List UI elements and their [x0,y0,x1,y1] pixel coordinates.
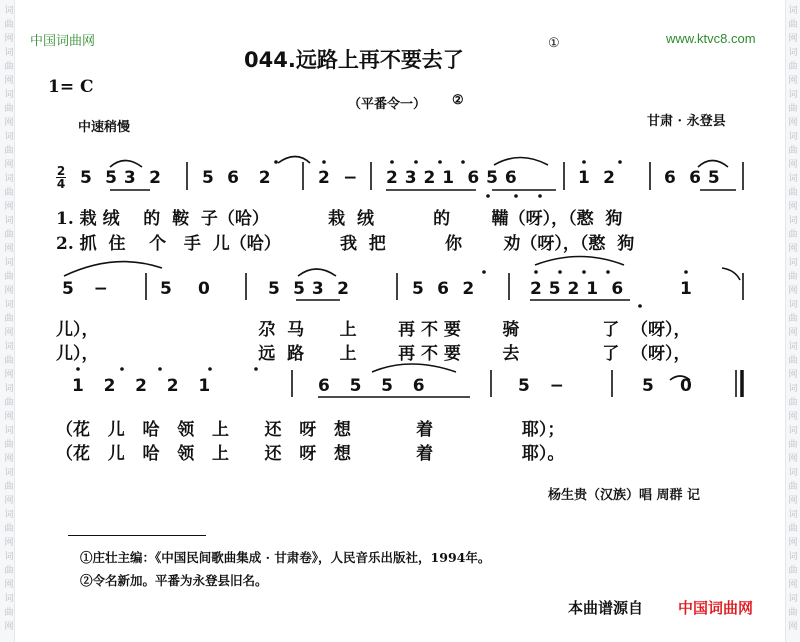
watermark-char: 曲 [788,482,798,492]
octave-dot [158,367,162,371]
watermark-char: 网 [788,118,798,128]
watermark-char: 曲 [4,566,14,576]
watermark-char: 曲 [788,566,798,576]
watermark-char: 曲 [788,146,798,156]
watermark-char: 网 [788,412,798,422]
row3-lyrics-verse1: （花 儿 哈 领 上 还 呀 想 着 耶）； [56,420,565,440]
watermark-char: 网 [4,328,14,338]
time-signature-top: 2 [56,164,66,178]
slur [278,157,310,164]
tempo-marking: 中速稍慢 [78,120,131,135]
row3-bar4-notes: 5 0 [642,376,693,396]
watermark-char: 词 [4,342,14,352]
row3-bar1-notes: 1 2 2 2 1 [72,376,211,396]
octave-dot-low [514,194,518,198]
row1-lyrics-verse1: 1. 栽 绒 的 鞍 子（哈） 栽 绒 的 鞴（呀），（憨 狗 [56,209,623,229]
watermark-char: 曲 [4,146,14,156]
watermark-char: 网 [788,580,798,590]
watermark-char: 网 [4,622,14,632]
site-url-top-right[interactable]: www.ktvc8.com [666,31,756,46]
watermark-char: 网 [788,202,798,212]
watermark-char: 词 [788,300,798,310]
watermark-char: 曲 [4,104,14,114]
watermark-char: 曲 [788,524,798,534]
watermark-char: 词 [788,132,798,142]
octave-dot [534,270,538,274]
octave-dot [438,160,442,164]
watermark-char: 曲 [4,314,14,324]
octave-dot [582,270,586,274]
watermark-char: 词 [788,48,798,58]
watermark-char: 曲 [4,482,14,492]
watermark-char: 词 [4,48,14,58]
watermark-char: 词 [788,258,798,268]
row1-bar2-notes: 5 6 2 [202,168,272,188]
row2-lyrics-verse2: 儿）， 远 路 上 再 不 要 去 了 （呀）， [56,344,691,364]
watermark-char: 曲 [788,272,798,282]
watermark-char: 网 [4,580,14,590]
watermark-char: 词 [4,6,14,16]
octave-dot-low [538,194,542,198]
watermark-char: 网 [788,538,798,548]
footer-site-link[interactable]: 中国词曲网 [678,599,754,617]
row3-bar2-notes: 6 5 5 6 [318,376,426,396]
slur [110,161,142,168]
subtitle: （平番令一） [348,97,427,112]
watermark-char: 词 [788,90,798,100]
watermark-char: 曲 [788,440,798,450]
row2-bar6-notes: 1 [680,279,693,299]
watermark-char: 网 [788,496,798,506]
subtitle-footnote-mark: ② [452,93,464,108]
watermark-char: 曲 [788,230,798,240]
watermark-char: 词 [4,90,14,100]
watermark-char: 曲 [788,62,798,72]
watermark-char: 词 [788,384,798,394]
watermark-char: 词 [788,594,798,604]
song-title: 044.远路上再不要去了 [244,48,464,72]
performer-credits: 杨生贵（汉族）唱 周群 记 [548,488,701,503]
watermark-char: 词 [4,468,14,478]
octave-dot [582,160,586,164]
watermark-char: 网 [788,328,798,338]
watermark-char: 曲 [788,104,798,114]
watermark-char: 词 [788,216,798,226]
octave-dot [76,367,80,371]
watermark-char: 曲 [4,440,14,450]
watermark-char: 词 [4,594,14,604]
watermark-char: 词 [788,552,798,562]
watermark-char: 曲 [788,398,798,408]
row1-bar1-notes: 5 5 3 2 [80,168,162,188]
octave-dot [390,160,394,164]
slur [698,161,728,168]
octave-dot [322,160,326,164]
row1-bar6-notes: 6 6 5 [664,168,721,188]
watermark-char: 网 [788,244,798,254]
row1-lyrics-verse2: 2. 抓 住 个 手 儿（哈） 我 把 你 劝（呀），（憨 狗 [56,234,635,254]
octave-dot [618,160,622,164]
row1-bar4-notes: 2 3 2 1 6 5 6 [386,168,518,188]
watermark-char: 网 [4,286,14,296]
row2-bar3-notes: 5 5 3 2 [268,279,350,299]
row2-lyrics-verse1: 儿）， 尕 马 上 再 不 要 骑 了 （呀）， [56,320,691,340]
watermark-char: 词 [4,174,14,184]
row2-bar1-notes: 5 − [62,279,109,299]
watermark-char: 词 [4,426,14,436]
watermark-char: 曲 [4,524,14,534]
octave-dot [120,367,124,371]
watermark-char: 曲 [4,356,14,366]
watermark-char: 网 [788,160,798,170]
row2-bar2-notes: 5 0 [160,279,211,299]
watermark-char: 网 [4,370,14,380]
watermark-char: 曲 [788,188,798,198]
row2-bar4-notes: 5 6 2 [412,279,475,299]
key-signature: 1= C [48,77,94,97]
octave-dot [274,160,278,164]
row1-bar3-notes: 2 − [318,168,358,188]
watermark-char: 曲 [788,608,798,618]
slur [494,158,548,166]
watermark-char: 词 [4,300,14,310]
slur [535,257,624,266]
slur [670,376,690,380]
watermark-char: 词 [788,468,798,478]
watermark-char: 曲 [788,314,798,324]
watermark-char: 曲 [4,62,14,72]
slur [722,268,740,280]
watermark-char: 词 [4,552,14,562]
watermark-char: 曲 [4,272,14,282]
octave-dot [208,367,212,371]
watermark-char: 网 [4,412,14,422]
watermark-char: 网 [4,160,14,170]
footnote-2: ②令名新加。平番为永登县旧名。 [80,573,268,588]
watermark-char: 词 [788,426,798,436]
watermark-char: 词 [788,6,798,16]
watermark-char: 网 [788,34,798,44]
watermark-char: 网 [4,454,14,464]
watermark-char: 词 [788,174,798,184]
footnote-1: ①庄壮主编：《中国民间歌曲集成 · 甘肃卷》，人民音乐出版社，1994年。 [80,550,491,565]
octave-dot [684,270,688,274]
octave-dot [606,270,610,274]
octave-dot [254,367,258,371]
watermark-char: 网 [4,538,14,548]
octave-dot [414,160,418,164]
row2-bar5-notes: 2 5 2 1 6 [530,279,624,299]
watermark-char: 网 [788,370,798,380]
watermark-char: 网 [4,118,14,128]
watermark-char: 词 [4,132,14,142]
watermark-char: 曲 [4,230,14,240]
watermark-char: 网 [788,622,798,632]
watermark-char: 曲 [788,356,798,366]
watermark-char: 网 [4,34,14,44]
watermark-char: 词 [4,384,14,394]
row3-bar3-notes: 5 − [518,376,565,396]
watermark-char: 网 [4,496,14,506]
watermark-char: 网 [788,454,798,464]
watermark-char: 词 [788,342,798,352]
octave-dot [482,270,486,274]
watermark-char: 词 [788,510,798,520]
watermark-char: 网 [788,286,798,296]
watermark-char: 曲 [4,608,14,618]
time-signature-bottom: 4 [56,177,66,191]
watermark-char: 曲 [788,20,798,30]
footer-source-label: 本曲谱源自 [568,599,644,617]
watermark-char: 曲 [4,188,14,198]
watermark-char: 网 [4,202,14,212]
octave-dot-low [486,194,490,198]
slur [298,269,336,276]
title-footnote-mark: ① [548,36,560,51]
watermark-char: 网 [4,76,14,86]
row1-bar5-notes: 1 2 [578,168,616,188]
watermark-char: 网 [788,76,798,86]
slur [372,364,456,372]
region-label: 甘肃 · 永登县 [647,114,726,129]
row3-lyrics-verse2: （花 儿 哈 领 上 还 呀 想 着 耶）。 [56,444,565,464]
octave-dot [558,270,562,274]
watermark-char: 词 [4,258,14,268]
watermark-char: 网 [4,244,14,254]
octave-dot-low [638,304,642,308]
watermark-char: 词 [4,510,14,520]
watermark-char: 词 [4,216,14,226]
watermark-char: 曲 [4,398,14,408]
octave-dot [461,160,465,164]
site-name-top-left[interactable]: 中国词曲网 [30,33,96,48]
watermark-char: 曲 [4,20,14,30]
slur [64,262,162,276]
